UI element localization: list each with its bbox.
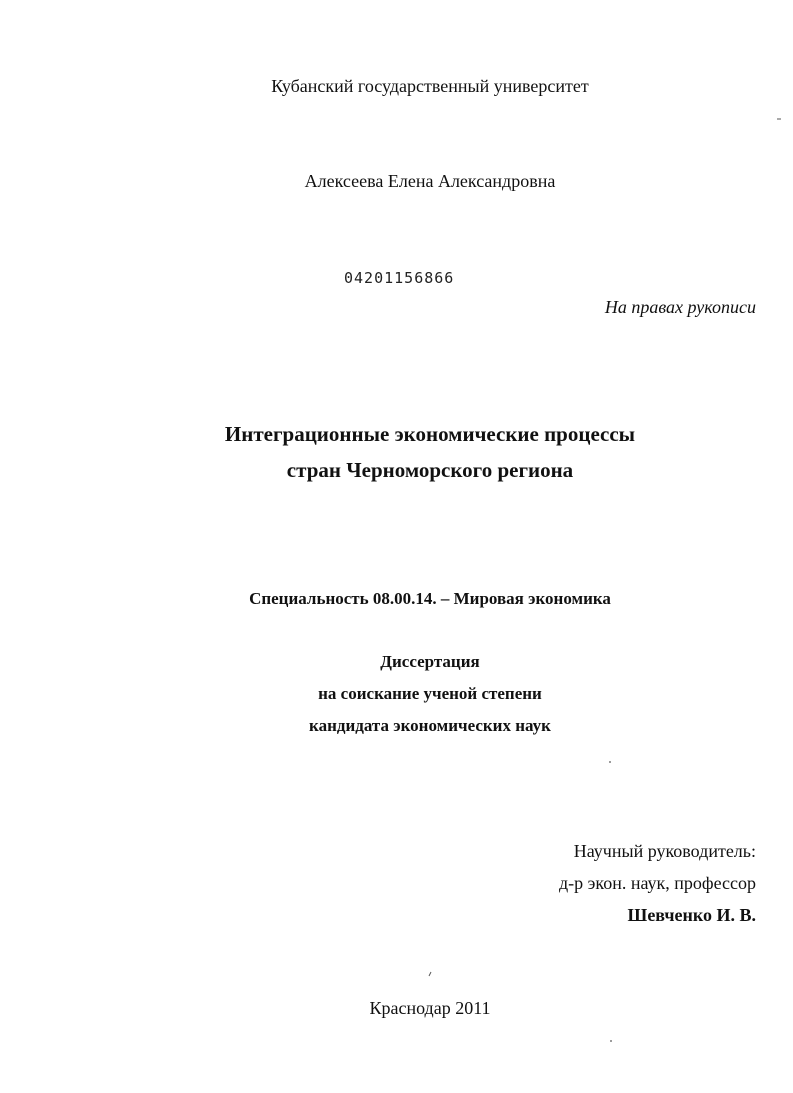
catalog-code: 04201156866: [344, 269, 455, 287]
scan-speck: [609, 761, 611, 763]
author-name: Алексеева Елена Александровна: [304, 171, 556, 191]
supervisor-name: Шевченко И. В.: [627, 905, 756, 925]
title-line-2: стран Черноморского региона: [286, 458, 574, 482]
title-line-1: Интеграционные экономические процессы: [224, 422, 636, 446]
speciality: Специальность 08.00.14. – Мировая экономика: [249, 589, 611, 608]
supervisor-label: Научный руководитель:: [573, 841, 756, 861]
degree-line-1: на соискание ученой степени: [318, 684, 542, 703]
dissertation-type: Диссертация: [380, 652, 480, 671]
university-name: Кубанский государственный университет: [271, 76, 589, 96]
manuscript-note: На правах рукописи: [604, 297, 756, 317]
scan-speck: [429, 972, 431, 976]
city-year: Краснодар 2011: [369, 998, 491, 1018]
degree-line-2: кандидата экономических наук: [309, 716, 551, 735]
supervisor-title: д-р экон. наук, профессор: [558, 873, 756, 893]
scan-speck: [610, 1040, 612, 1042]
